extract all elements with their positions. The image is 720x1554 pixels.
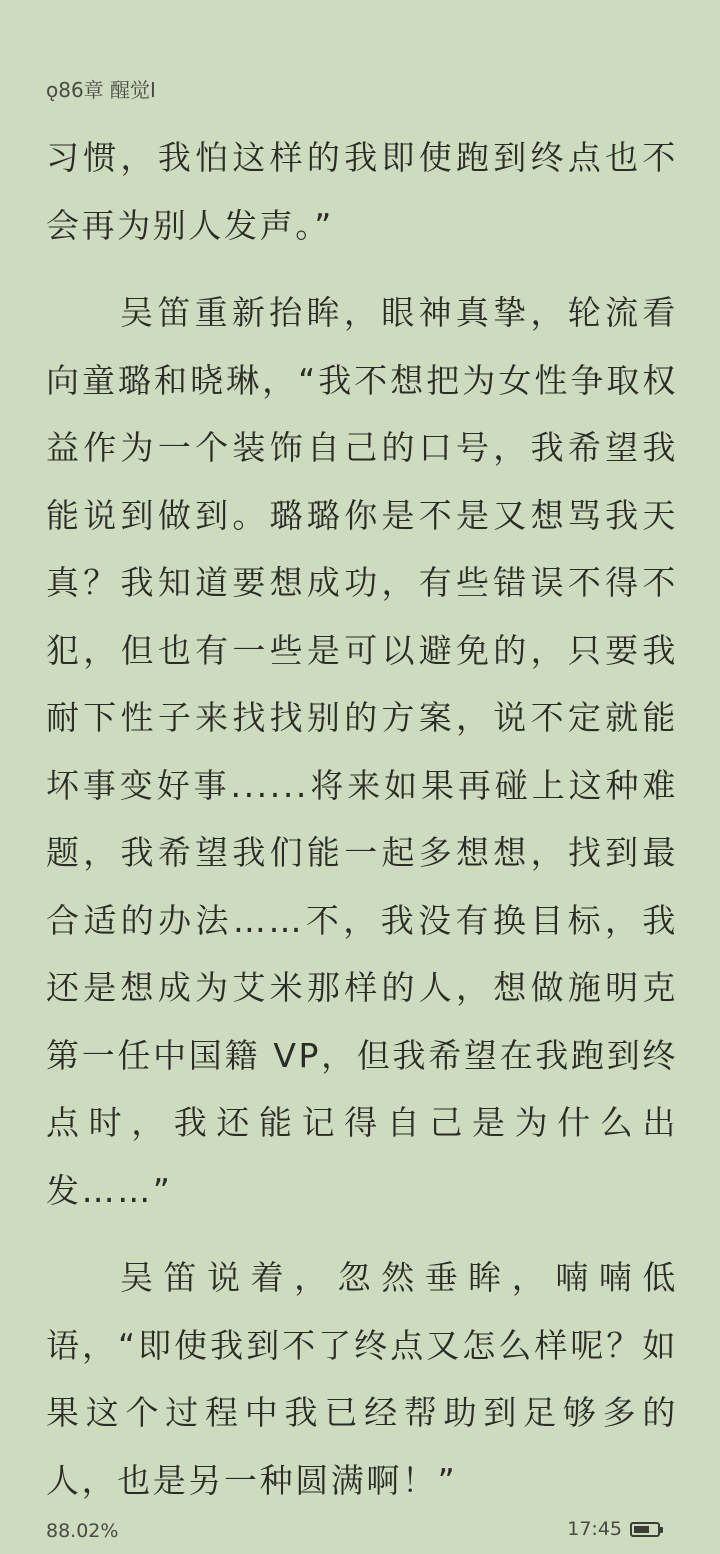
paragraph: 吴笛说着，忽然垂眸，喃喃低语，“即使我到不了终点又怎么样呢？如果这个过程中我已经帮助到足够多的人，也是另一种圆满啊！”	[46, 1258, 678, 1500]
clock-time: 17:45	[567, 1518, 622, 1540]
battery-icon	[630, 1522, 660, 1537]
chapter-title: ǫ86章 醒觉Ⅰ	[46, 78, 156, 102]
paragraph: 习惯，我怕这样的我即使跑到终点也不会再为别人发声。”	[46, 138, 678, 245]
paragraph: 吴笛重新抬眸，眼神真挚，轮流看向童璐和晓琳，“我不想把为女性争取权益作为一个装饰自己的口号，我希望我能说到做到。璐璐你是不是又想骂我天真？我知道要想成功，有些错误不得不犯，但也有一些是可以避免的，只要我耐下性子来找找别的方案，说不定就能坏事变好事......将来如果再碰上这种难题，我希望我们能一起多想想，找到最合适的办法……不，我没有换目标，我还是想成为艾米那样的人，想做施明克第一任中国籍 VP，但我希望在我跑到终点时，我还能记得自己是为什么出发……”	[46, 293, 678, 1210]
battery-level	[634, 1526, 649, 1533]
status-footer	[567, 1518, 660, 1540]
reading-content[interactable]	[46, 124, 678, 1514]
reading-progress: 88.02%	[46, 1520, 119, 1542]
